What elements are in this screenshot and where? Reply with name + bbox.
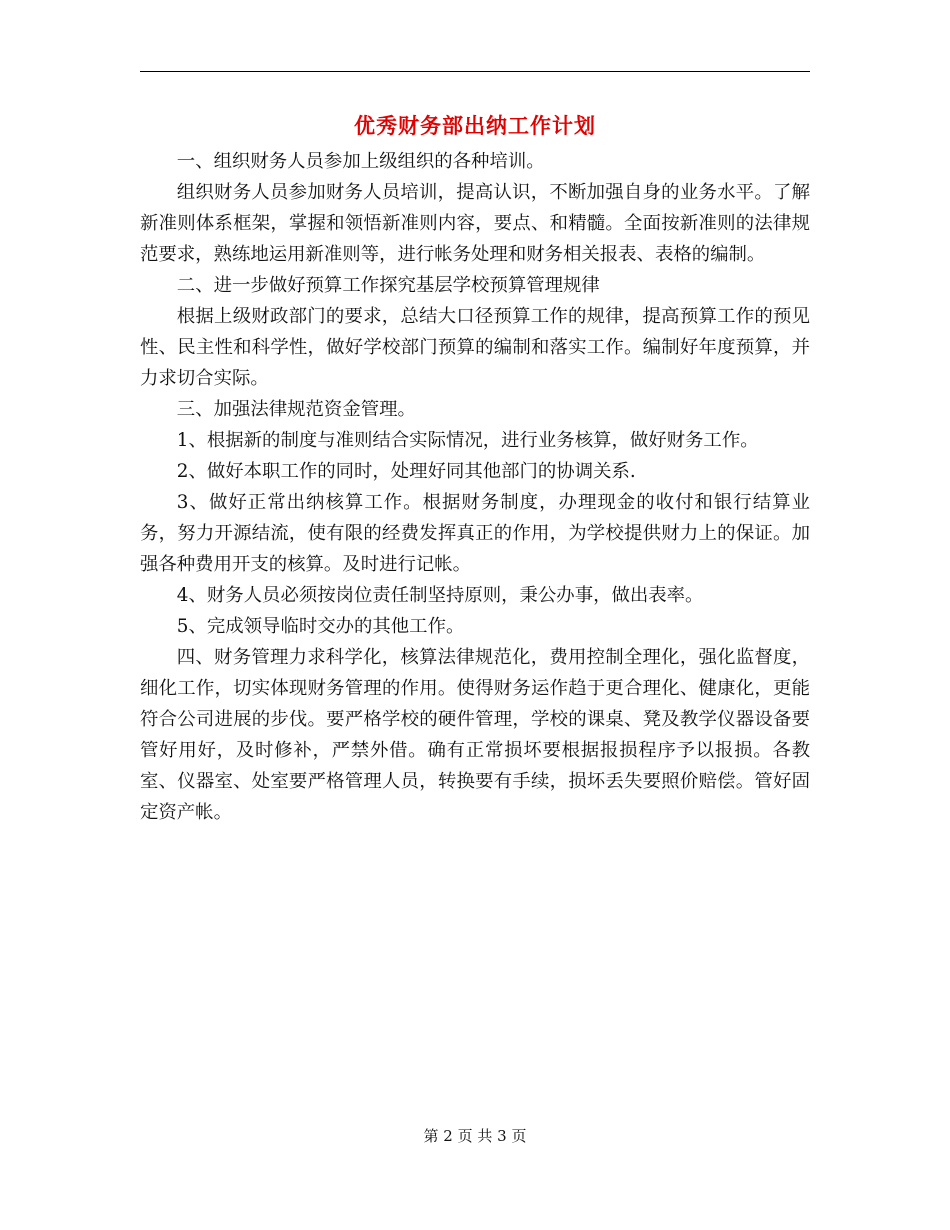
list-item: 1、根据新的制度与准则结合实际情况，进行业务核算，做好财务工作。 [176,430,759,451]
paragraph: 组织财务人员参加财务人员培训，提高认识，不断加强自身的业务水平。了解新准则体系框架，掌握和领悟新准则内容，要点、和精髓。全面按新准则的法律规范要求，熟练地运用新准则等，进行帐务处理和财务相关报表、表格的编制。 [140,182,810,265]
section-heading-1: 一、组织财务人员参加上级组织的各种培训。 [176,151,545,172]
list-item: 3、做好正常出纳核算工作。根据财务制度，办理现金的收付和银行结算业务，努力开源结流，使有限的经费发挥真正的作用，为学校提供财力上的保证。加强各种费用开支的核算。及时进行记帐。 [140,492,810,575]
document-title: 优秀财务部出纳工作计划 [354,113,596,138]
list-item: 5、完成领导临时交办的其他工作。 [176,616,465,637]
list-item: 2、做好本职工作的同时，处理好同其他部门的协调关系. [176,461,636,482]
section-heading-3: 三、加强法律规范资金管理。 [176,399,416,420]
document-body [140,146,810,828]
page-footer: 第 2 页 共 3 页 [423,1127,527,1145]
section-heading-2: 二、进一步做好预算工作探究基层学校预算管理规律 [176,275,600,296]
paragraph: 根据上级财政部门的要求，总结大口径预算工作的规律，提高预算工作的预见性、民主性和科学性，做好学校部门预算的编制和落实工作。编制好年度预算，并力求切合实际。 [140,306,810,389]
section-heading-4: 四、财务管理力求科学化，核算法律规范化，费用控制全理化，强化监督度，细化工作，切实体现财务管理的作用。使得财务运作趋于更合理化、健康化，更能符合公司进展的步伐。要严格学校的硬件管理，学校的课桌、凳及教学仪器设备要管好用好，及时修补，严禁外借。确有正常损坏要根据报损程序予以报损。各教室、仪器室、处室要严格管理人员，转换要有手续，损坏丢失要照价赔偿。管好固定资产帐。 [140,647,810,823]
list-item: 4、财务人员必须按岗位责任制坚持原则，秉公办事，做出表率。 [176,585,704,606]
header-rule [140,71,810,72]
